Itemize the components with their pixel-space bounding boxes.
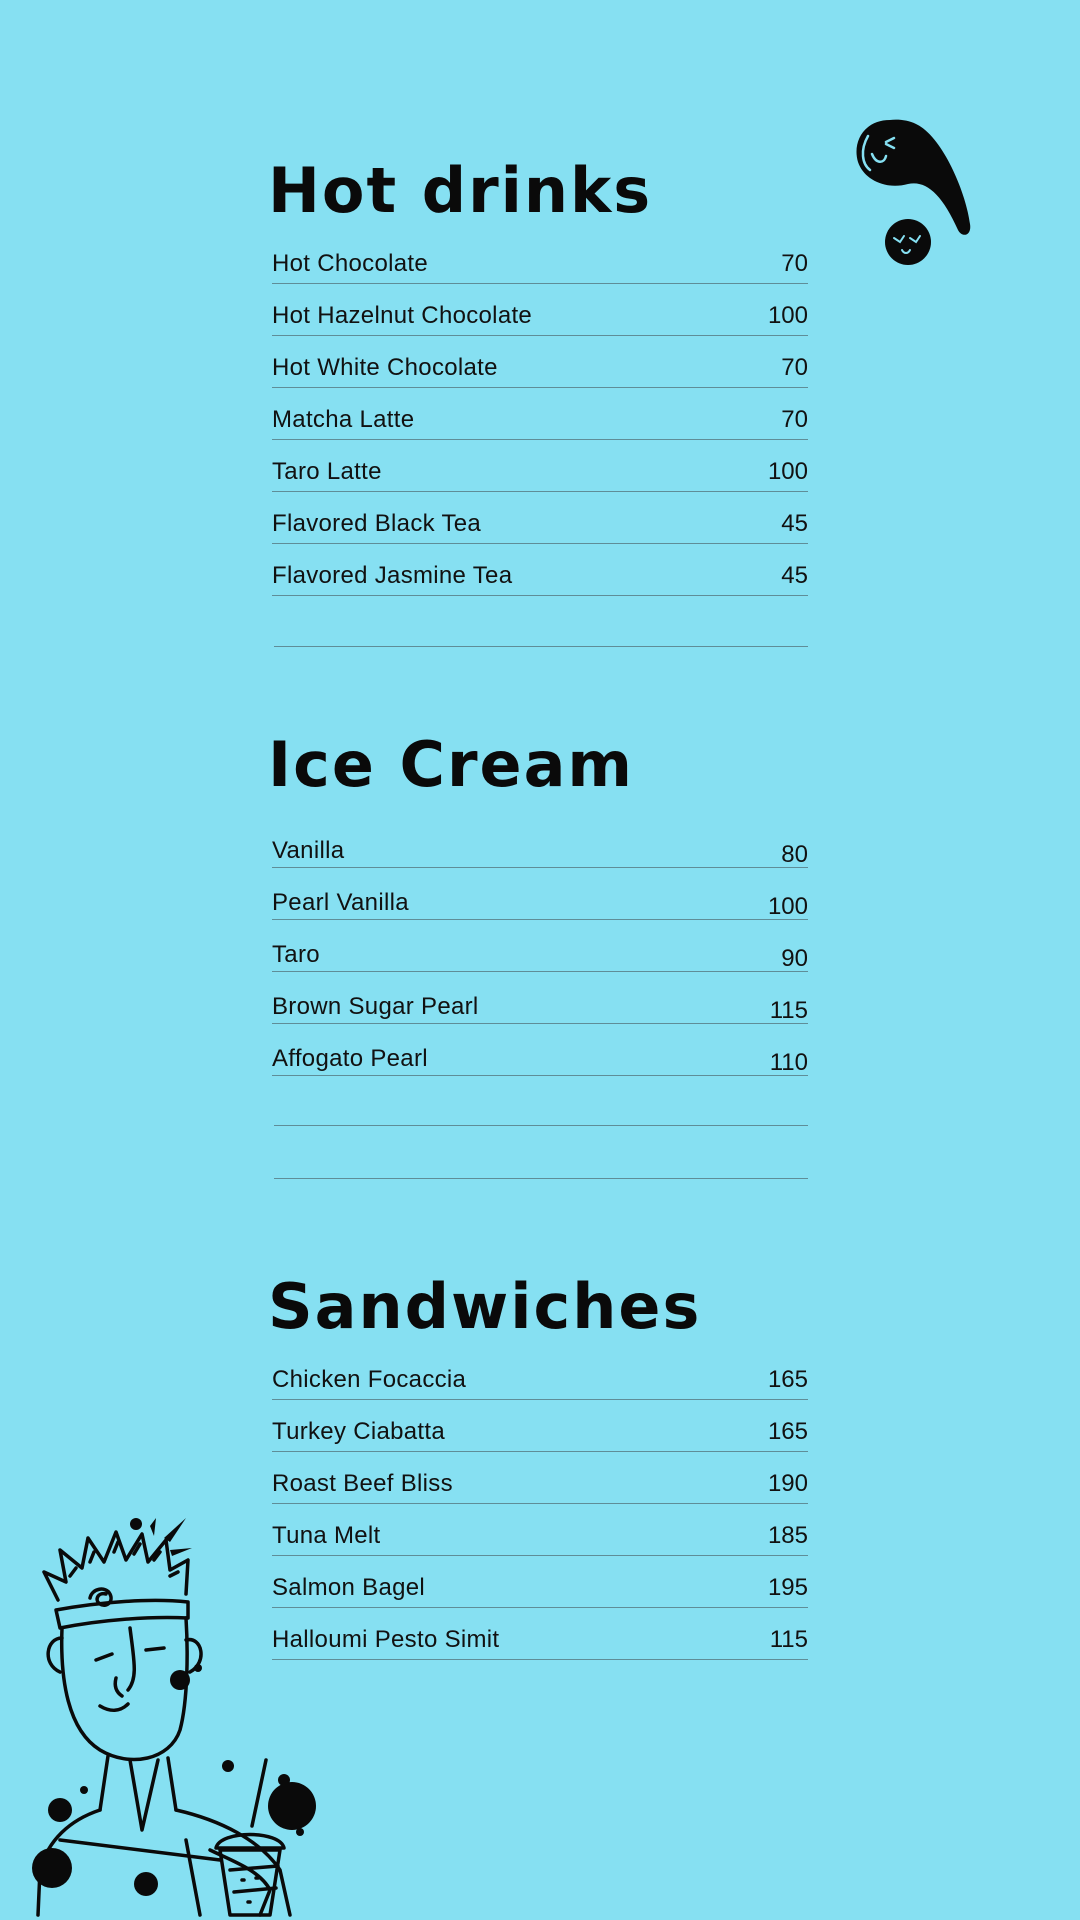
item-name: Vanilla	[272, 837, 345, 864]
menu-item	[272, 440, 808, 492]
menu-item	[272, 336, 808, 388]
item-price: 70	[781, 354, 808, 381]
man-with-drink-illustration	[30, 1510, 390, 1920]
item-price: 45	[781, 510, 808, 537]
item-name: Affogato Pearl	[272, 1045, 428, 1072]
item-price: 165	[767, 1418, 808, 1445]
menu-item	[272, 1400, 808, 1452]
menu-item	[272, 492, 808, 544]
blank-rule	[274, 1178, 808, 1179]
menu-item	[272, 1452, 808, 1504]
item-price: 165	[767, 1366, 808, 1393]
item-name: Brown Sugar Pearl	[272, 993, 479, 1020]
item-price: 185	[767, 1522, 808, 1549]
blank-rule	[274, 1125, 808, 1126]
item-price: 70	[781, 250, 808, 277]
menu-item	[272, 1348, 808, 1400]
item-price: 115	[769, 1626, 808, 1653]
item-price: 45	[781, 562, 808, 589]
menu-item	[272, 816, 808, 868]
item-name: Salmon Bagel	[272, 1574, 426, 1601]
item-price: 195	[767, 1574, 808, 1601]
menu-item	[272, 920, 808, 972]
item-price: 70	[781, 406, 808, 433]
menu-item	[272, 232, 808, 284]
item-name: Hot Chocolate	[272, 250, 428, 277]
item-name: Flavored Black Tea	[272, 510, 482, 537]
item-price: 110	[769, 1049, 808, 1076]
menu-item	[272, 544, 808, 596]
item-price: 100	[767, 458, 808, 485]
item-name: Matcha Latte	[272, 406, 415, 433]
item-name: Hot Hazelnut Chocolate	[272, 302, 533, 329]
menu-item	[272, 388, 808, 440]
item-name: Chicken Focaccia	[272, 1366, 467, 1393]
menu-item	[272, 868, 808, 920]
item-name: Roast Beef Bliss	[272, 1470, 453, 1497]
section-title-sandwiches: Sandwiches	[268, 1270, 702, 1343]
ink-drop-faces-icon	[846, 112, 980, 272]
item-name: Hot White Chocolate	[272, 354, 498, 381]
section-title-hot-drinks: Hot drinks	[268, 154, 653, 227]
menu-item	[272, 972, 808, 1024]
item-name: Halloumi Pesto Simit	[272, 1626, 500, 1653]
item-price: 80	[781, 841, 808, 868]
item-price: 115	[769, 997, 808, 1024]
item-name: Taro	[272, 941, 320, 968]
hot-drinks-list	[272, 232, 808, 596]
item-name: Tuna Melt	[272, 1522, 381, 1549]
item-name: Pearl Vanilla	[272, 889, 409, 916]
item-price: 190	[767, 1470, 808, 1497]
item-price: 90	[781, 945, 808, 972]
item-name: Turkey Ciabatta	[272, 1418, 446, 1445]
item-name: Flavored Jasmine Tea	[272, 562, 513, 589]
item-name: Taro Latte	[272, 458, 382, 485]
menu-item	[272, 284, 808, 336]
blank-rule	[274, 646, 808, 647]
item-price: 100	[767, 893, 808, 920]
ice-cream-list	[272, 816, 808, 1076]
menu-item	[272, 1024, 808, 1076]
item-price: 100	[767, 302, 808, 329]
section-title-ice-cream: Ice Cream	[268, 728, 635, 801]
